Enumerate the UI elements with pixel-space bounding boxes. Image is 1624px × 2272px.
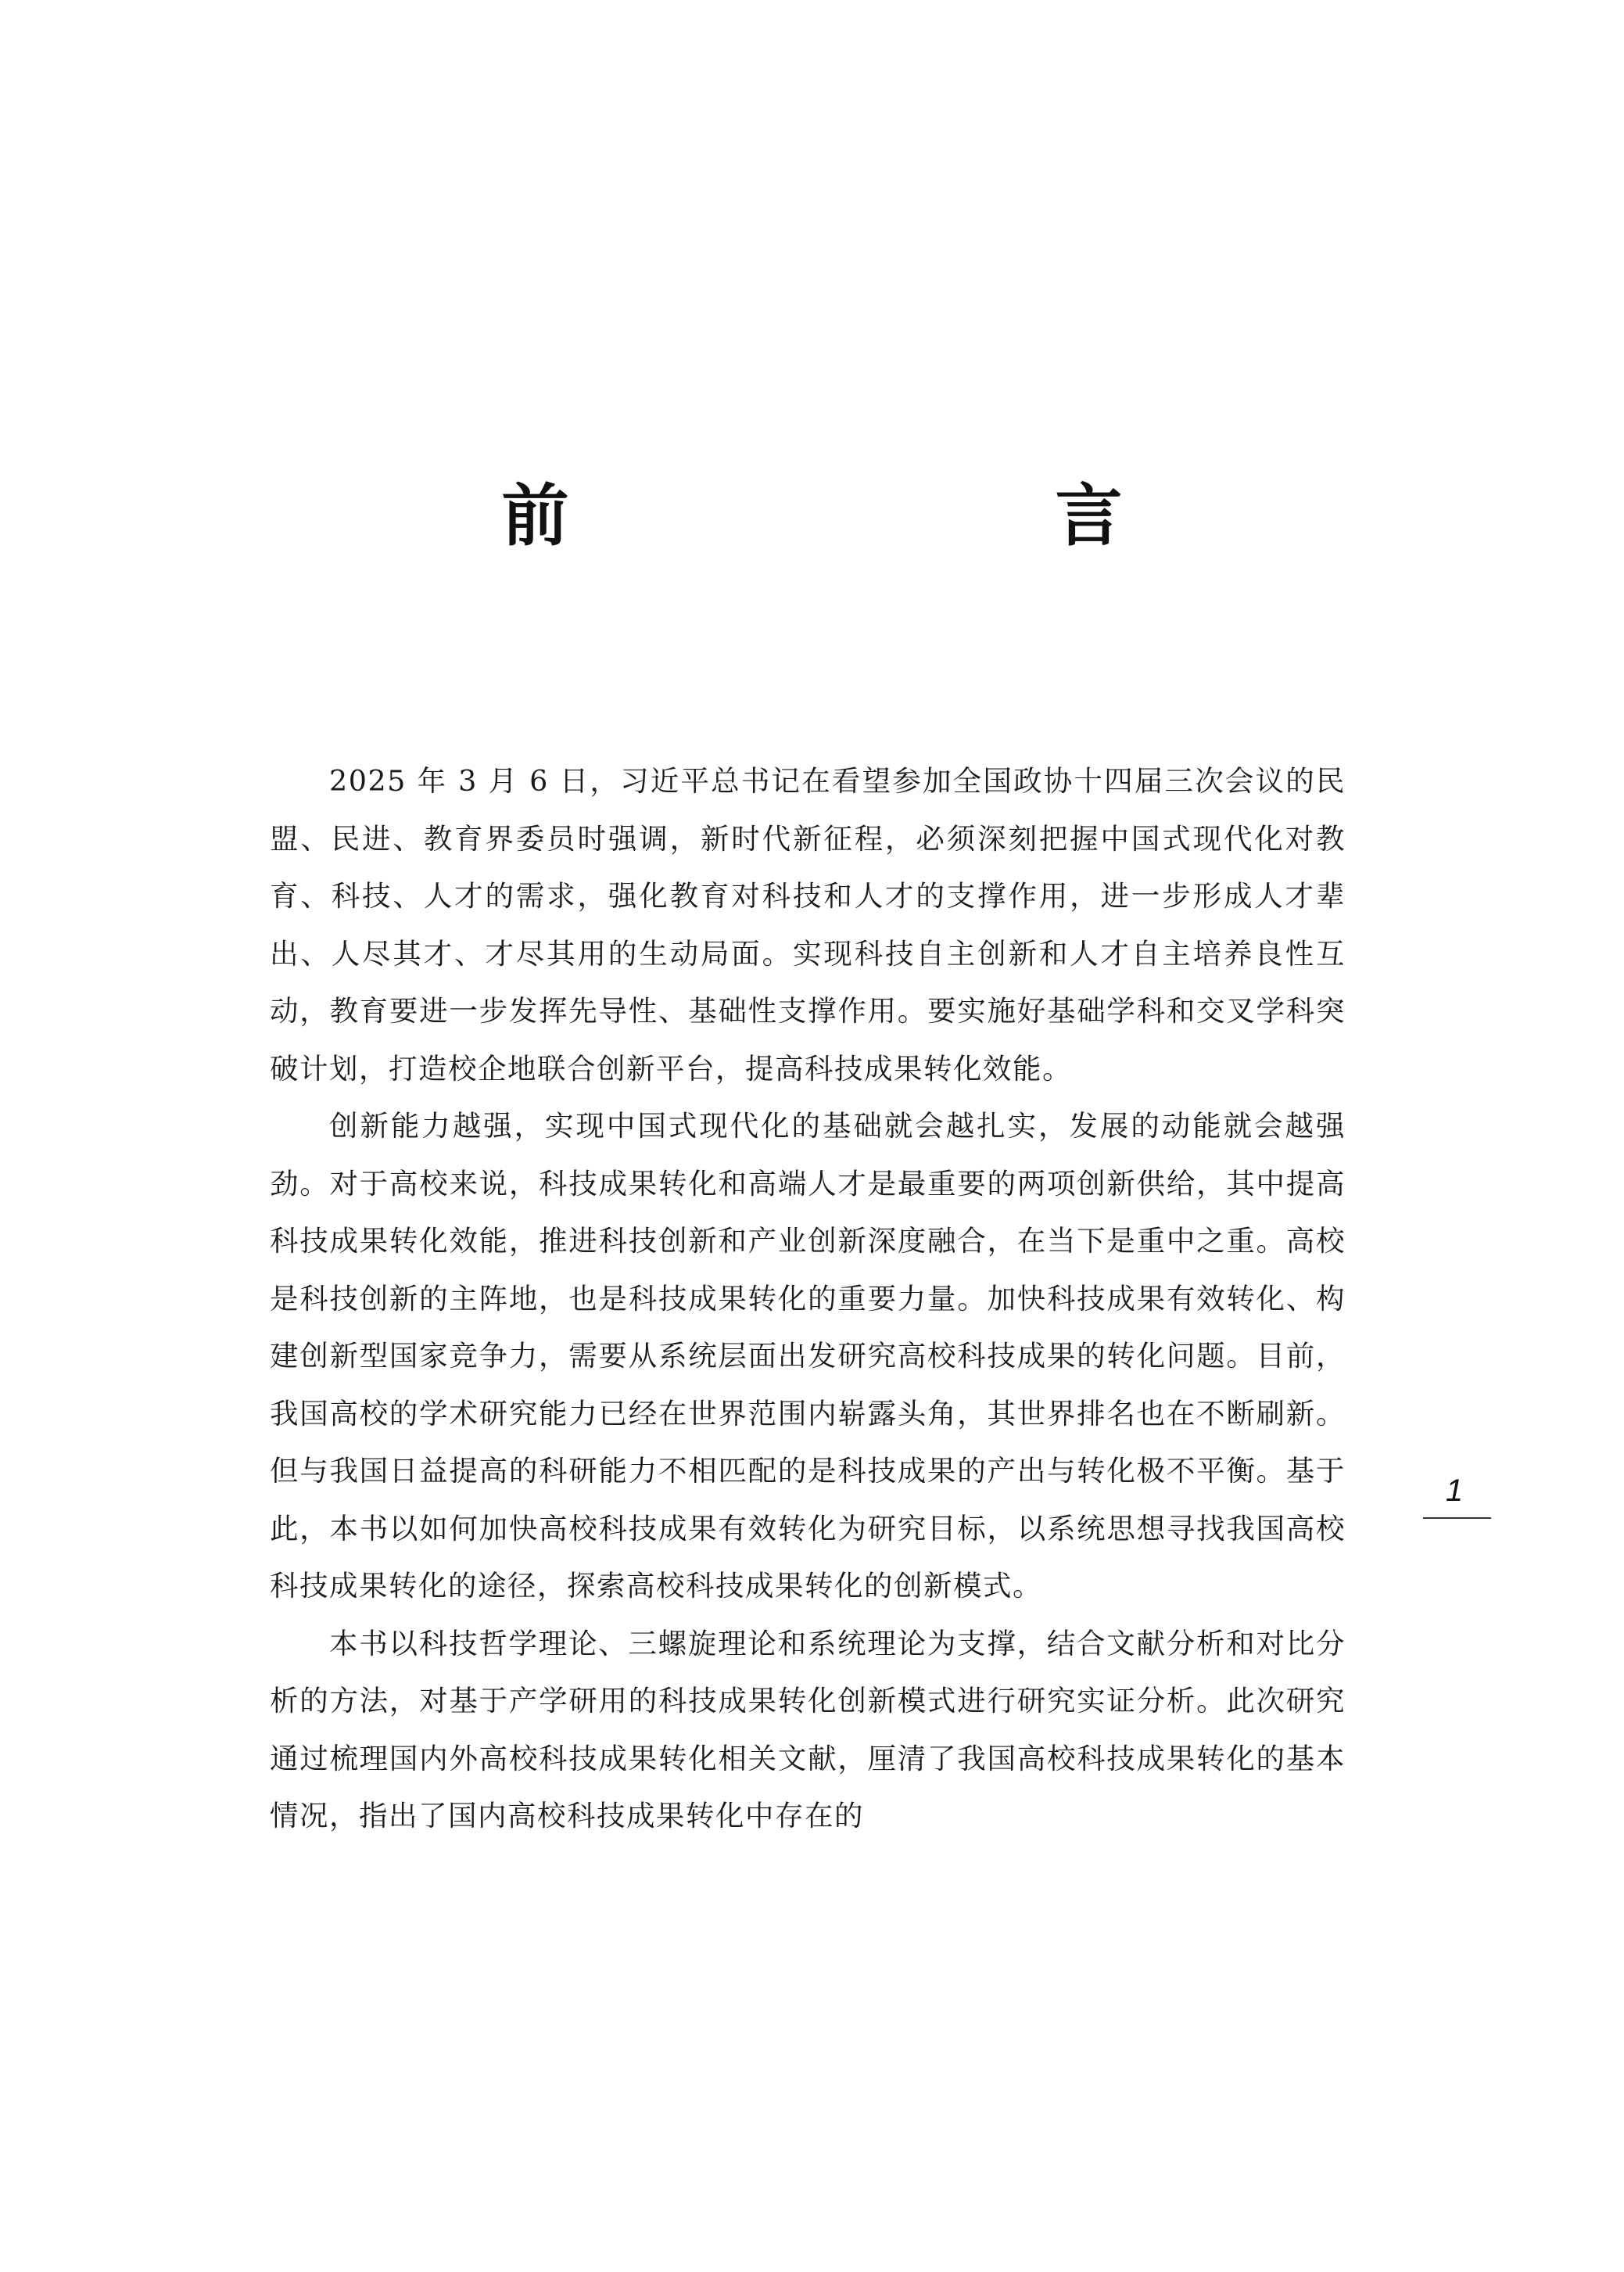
paragraph-1: 2025 年 3 月 6 日，习近平总书记在看望参加全国政协十四届三次会议的民盟、民进、教育界委员时强调，新时代新征程，必须深刻把握中国式现代化对教育、科技、人才的需求，强化教育对科技和人才的支撑作用，进一步形成人才辈出、人尽其才、才尽其用的生动局面。实现科技自主创新和人才自主培养良性互动，教育要进一步发挥先导性、基础性支撑作用。要实施好基础学科和交叉学科突破计划，打造校企地联合创新平台，提高科技成果转化效能。 bbox=[270, 764, 1346, 1086]
page-number-rule bbox=[1423, 1517, 1491, 1519]
paragraph-2: 创新能力越强，实现中国式现代化的基础就会越扎实，发展的动能就会越强劲。对于高校来说，科技成果转化和高端人才是最重要的两项创新供给，其中提高科技成果转化效能，推进科技创新和产业创新深度融合，在当下是重中之重。高校是科技创新的主阵地，也是科技成果转化的重要力量。加快科技成果有效转化、构建创新型国家竞争力，需要从系统层面出发研究高校科技成果的转化问题。目前，我国高校的学术研究能力已经在世界范围内崭露头角，其世界排名也在不断刷新。但与我国日益提高的科研能力不相匹配的是科技成果的产出与转化极不平衡。基于此，本书以如何加快高校科技成果有效转化为研究目标，以系统思想寻找我国高校科技成果转化的途径，探索高校科技成果转化的创新模式。 bbox=[270, 1109, 1346, 1603]
page-number: 1 bbox=[1445, 1473, 1464, 1508]
page-title: 前 言 bbox=[501, 476, 1240, 555]
body-text bbox=[270, 752, 1346, 1845]
paragraph-3: 本书以科技哲学理论、三螺旋理论和系统理论为支撑，结合文献分析和对比分析的方法，对基于产学研用的科技成果转化创新模式进行研究实证分析。此次研究通过梳理国内外高校科技成果转化相关文献，厘清了我国高校科技成果转化的基本情况，指出了国内高校科技成果转化中存在的 bbox=[270, 1626, 1346, 1832]
